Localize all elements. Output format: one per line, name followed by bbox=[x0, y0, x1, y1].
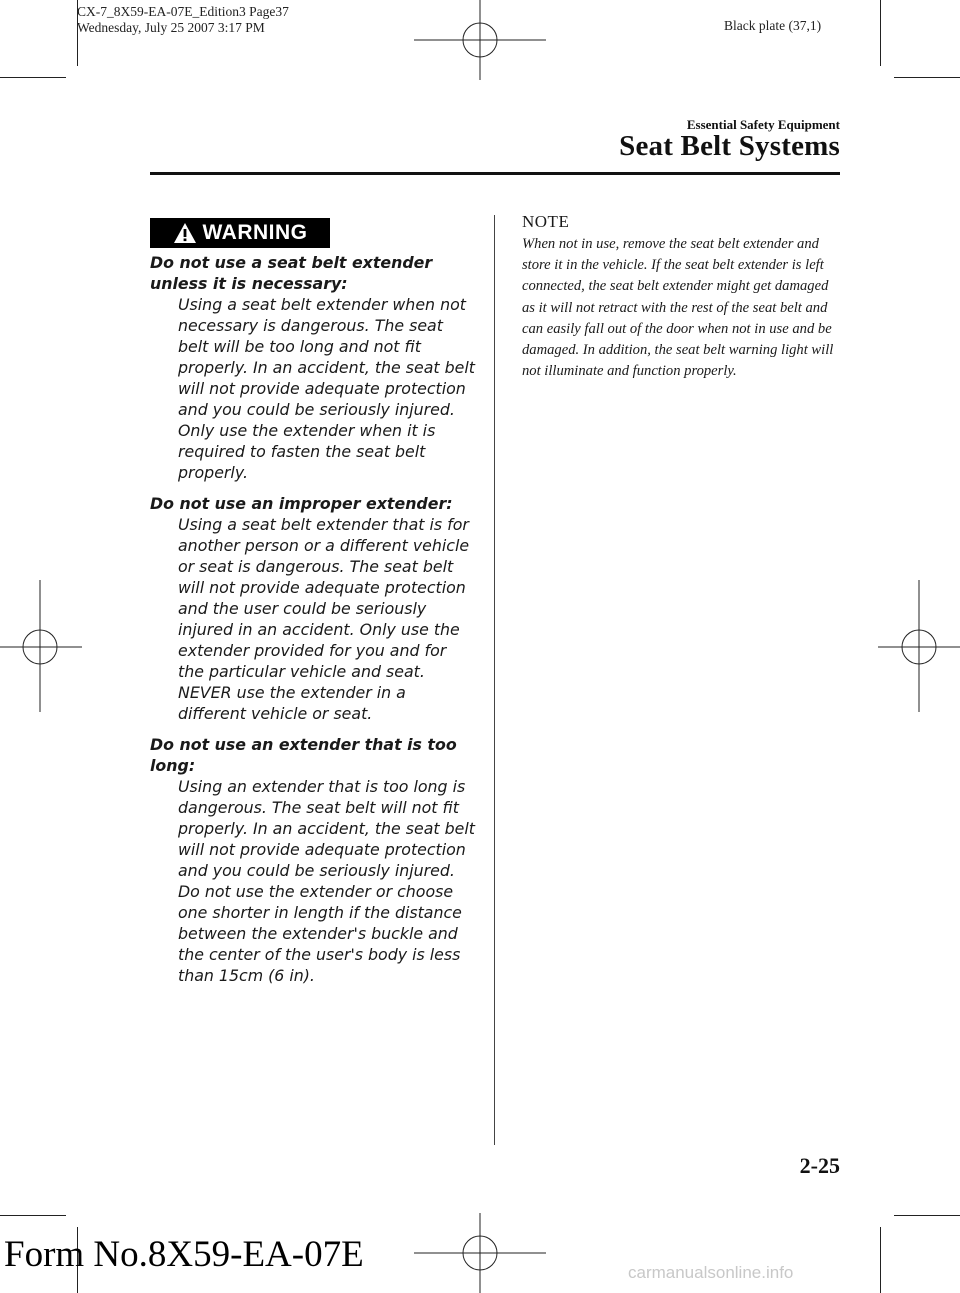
section-label: Essential Safety Equipment bbox=[686, 117, 840, 132]
warning-item bbox=[150, 252, 475, 483]
warning-heading: Do not use an improper extender: bbox=[150, 494, 453, 513]
warning-body: Using a seat belt extender when not necessary is dangerous. The seat belt will be too long and not fit properly. In an accident, the seat belt will not provide adequate protection and you could be seriously injured. Only use the extender when it is required to fasten the seat belt properly. bbox=[178, 295, 475, 482]
registration-mark-right bbox=[878, 580, 960, 712]
slug-file: CX-7_8X59-EA-07E_Edition3 Page37 bbox=[77, 4, 289, 19]
warning-icon bbox=[173, 222, 197, 244]
warning-heading: Do not use an extender that is too long: bbox=[150, 735, 457, 775]
slug-date: Wednesday, July 25 2007 3:17 PM bbox=[77, 20, 265, 35]
warning-item bbox=[150, 734, 475, 986]
registration-mark-bottom bbox=[414, 1213, 546, 1293]
title-rule bbox=[150, 172, 840, 175]
registration-mark-top bbox=[414, 0, 546, 80]
warning-label: WARNING bbox=[202, 221, 308, 244]
column-divider bbox=[494, 215, 495, 1145]
print-slug bbox=[77, 4, 289, 36]
note-body: When not in use, remove the seat belt extender and store it in the vehicle. If the seat belt extender is left connected, the seat belt extender might get damaged as it will not retract with the rest of the seat belt and can easily fall out of the door when not in use and be damaged. In addition, the seat belt warning light will not illuminate and function properly. bbox=[522, 236, 834, 380]
page-title: Seat Belt Systems bbox=[619, 130, 840, 162]
warning-body: Using an extender that is too long is dangerous. The seat belt will not fit properly. In an accident, the seat belt will not provide adequate protection and you could be seriously injured. Do not use the extender or choose one shorter in length if the distance between the extender's buckle and the center of the user's body is less than 15cm (6 in). bbox=[178, 777, 475, 985]
note-section bbox=[522, 212, 840, 382]
watermark: carmanualsonline.info bbox=[628, 1263, 794, 1282]
warning-body: Using a seat belt extender that is for another person or a different vehicle or seat is dangerous. The seat belt will not provide adequate protection and the user could be seriously injured in an accident. Only use the extender provided for you and for the particular vehicle and seat. NEVER use the extender in a different vehicle or seat. bbox=[178, 515, 470, 723]
warning-item bbox=[150, 493, 475, 724]
page-number: 2-25 bbox=[799, 1153, 840, 1178]
warning-content bbox=[150, 252, 475, 996]
warning-heading: Do not use a seat belt extender unless it is necessary: bbox=[150, 253, 433, 293]
registration-mark-left bbox=[0, 580, 82, 712]
form-number: Form No.8X59-EA-07E bbox=[4, 1234, 364, 1275]
note-title: NOTE bbox=[522, 212, 570, 231]
warning-badge bbox=[150, 218, 330, 248]
plate-label: Black plate (37,1) bbox=[724, 18, 822, 33]
